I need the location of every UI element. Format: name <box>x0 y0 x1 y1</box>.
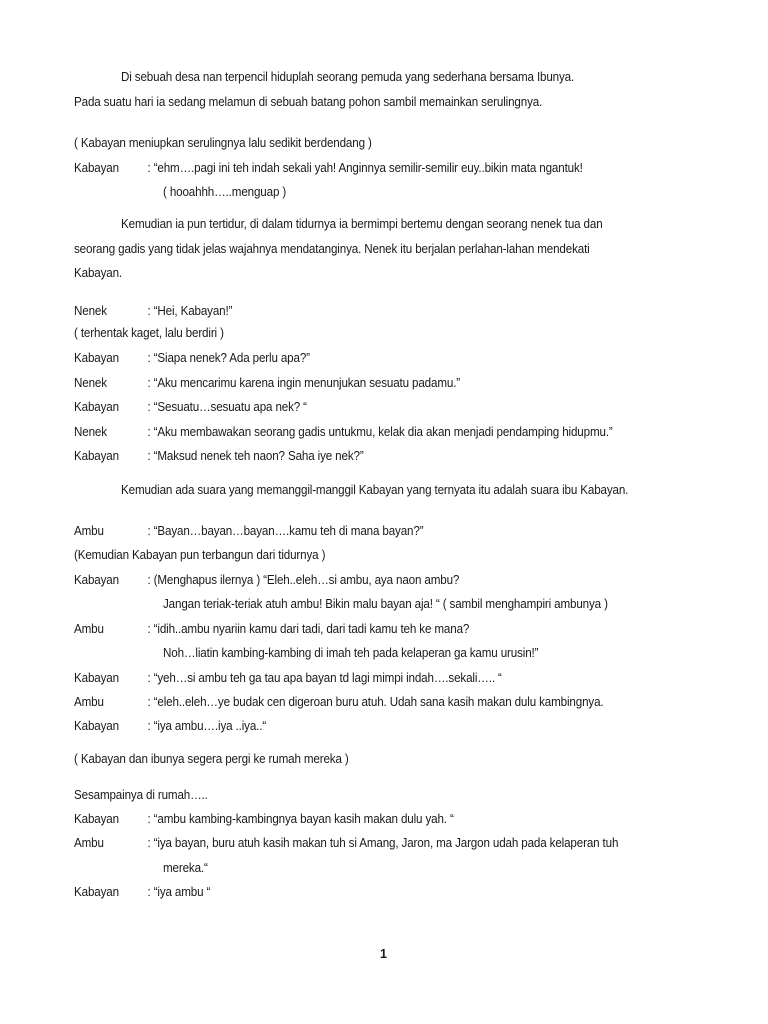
page-number: 1 <box>380 947 387 961</box>
speaker-name: Nenek <box>74 425 107 439</box>
narrative-paragraph-line: Di sebuah desa nan terpencil hiduplah seorang pemuda yang sederhana bersama Ibunya. <box>121 70 575 84</box>
dialog-text: : “Aku mencarimu karena ingin menunjukan sesuatu padamu.” <box>147 376 461 390</box>
dialog-text: : “eleh..eleh…ye budak cen digeroan buru atuh. Udah sana kasih makan dulu kambingnya. <box>147 695 604 709</box>
speaker-name: Kabayan <box>74 351 119 365</box>
speaker-name: Kabayan <box>74 573 119 587</box>
dialog-line <box>74 694 669 710</box>
dialog-text: : “Siapa nenek? Ada perlu apa?” <box>147 351 310 365</box>
speaker-name: Kabayan <box>74 885 119 899</box>
narrative-paragraph-line: Sesampainya di rumah….. <box>74 788 208 802</box>
stage-direction: ( Kabayan meniupkan serulingnya lalu sedikit berdendang ) <box>74 136 372 150</box>
dialog-text: : “Aku membawakan seorang gadis untukmu, kelak dia akan menjadi pendamping hidupmu.” <box>147 425 613 439</box>
dialog-line <box>74 448 669 464</box>
dialog-text: : “Hei, Kabayan!” <box>147 304 233 318</box>
dialog-line <box>74 811 669 827</box>
dialog-line <box>74 621 669 637</box>
narrative-paragraph-line: Kabayan. <box>74 266 123 280</box>
speaker-name: Kabayan <box>74 161 119 175</box>
dialog-text: : “iya bayan, buru atuh kasih makan tuh si Amang, Jaron, ma Jargon udah pada kelaperan tuh <box>147 836 619 850</box>
narrative-paragraph-line: Kemudian ada suara yang memanggil-manggil Kabayan yang ternyata itu adalah suara ibu Kabayan. <box>121 483 629 497</box>
dialog-line <box>74 399 669 415</box>
dialog-continuation: Noh…liatin kambing-kambing di imah teh pada kelaperan ga kamu urusin!” <box>163 646 539 660</box>
dialog-continuation: ( hooahhh…..menguap ) <box>163 185 287 199</box>
narrative-paragraph-line: Pada suatu hari ia sedang melamun di sebuah batang pohon sambil memainkan serulingnya. <box>74 95 543 109</box>
dialog-text: : “iya ambu….iya ..iya..“ <box>147 719 267 733</box>
dialog-line <box>74 523 669 539</box>
dialog-line <box>74 835 669 851</box>
speaker-name: Ambu <box>74 622 104 636</box>
dialog-text: : “ehm….pagi ini teh indah sekali yah! Anginnya semilir-semilir euy..bikin mata ngantuk! <box>147 161 583 175</box>
dialog-continuation: mereka.“ <box>163 861 208 875</box>
narrative-paragraph-line: Kemudian ia pun tertidur, di dalam tidurnya ia bermimpi bertemu dengan seorang nenek tua dan <box>121 217 603 231</box>
dialog-line <box>74 572 669 588</box>
dialog-text: : “Bayan…bayan…bayan….kamu teh di mana bayan?” <box>147 524 424 538</box>
dialog-line <box>74 303 669 319</box>
dialog-text: : (Menghapus ilernya ) “Eleh..eleh…si ambu, aya naon ambu? <box>147 573 460 587</box>
stage-direction: ( terhentak kaget, lalu berdiri ) <box>74 326 224 340</box>
stage-direction: ( Kabayan dan ibunya segera pergi ke rumah mereka ) <box>74 752 349 766</box>
dialog-line <box>74 160 669 176</box>
dialog-line <box>74 718 669 734</box>
speaker-name: Ambu <box>74 695 104 709</box>
dialog-line <box>74 424 669 440</box>
speaker-name: Nenek <box>74 304 107 318</box>
dialog-line <box>74 375 669 391</box>
dialog-text: : “idih..ambu nyariin kamu dari tadi, dari tadi kamu teh ke mana? <box>147 622 470 636</box>
speaker-name: Ambu <box>74 524 104 538</box>
speaker-name: Ambu <box>74 836 104 850</box>
speaker-name: Nenek <box>74 376 107 390</box>
speaker-name: Kabayan <box>74 449 119 463</box>
narrative-paragraph-line: seorang gadis yang tidak jelas wajahnya mendatanginya. Nenek itu berjalan perlahan-lahan mendekati <box>74 242 590 256</box>
dialog-line <box>74 350 669 366</box>
speaker-name: Kabayan <box>74 400 119 414</box>
dialog-text: : “iya ambu “ <box>147 885 211 899</box>
dialog-continuation: Jangan teriak-teriak atuh ambu! Bikin malu bayan aja! “ ( sambil menghampiri ambunya ) <box>163 597 608 611</box>
stage-direction: (Kemudian Kabayan pun terbangun dari tidurnya ) <box>74 548 326 562</box>
dialog-text: : “yeh…si ambu teh ga tau apa bayan td lagi mimpi indah….sekali….. “ <box>147 671 502 685</box>
dialog-text: : “ambu kambing-kambingnya bayan kasih makan dulu yah. “ <box>147 812 454 826</box>
speaker-name: Kabayan <box>74 719 119 733</box>
dialog-text: : “Sesuatu…sesuatu apa nek? “ <box>147 400 307 414</box>
dialog-line <box>74 670 669 686</box>
speaker-name: Kabayan <box>74 671 119 685</box>
speaker-name: Kabayan <box>74 812 119 826</box>
dialog-line <box>74 884 669 900</box>
dialog-text: : “Maksud nenek teh naon? Saha iye nek?” <box>147 449 364 463</box>
